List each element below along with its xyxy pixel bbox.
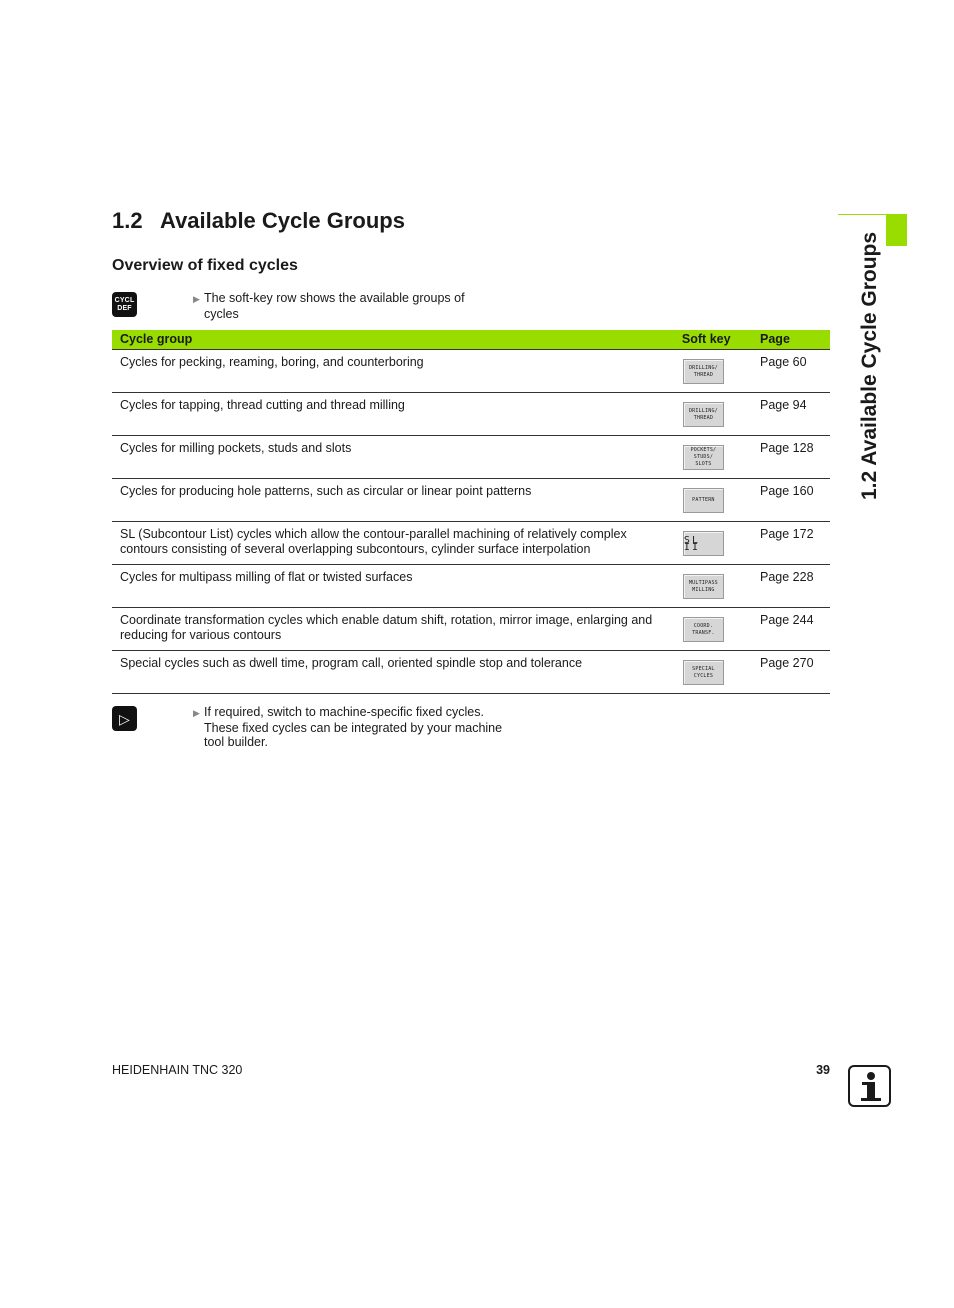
soft-key-label: CYCLES [693,672,714,679]
instruction1-line2: cycles [204,306,239,321]
soft-key-cell [682,436,760,479]
section-number: 1.2 [112,208,143,233]
table-row [112,651,830,694]
soft-key-label: THREAD [693,371,714,378]
cycle-group-description: Cycles for milling pockets, studs and slots [112,436,682,479]
soft-key-button[interactable] [683,402,724,427]
table-row [112,522,830,565]
soft-key-button[interactable] [683,445,724,470]
table-row [112,350,830,393]
cycl-def-key-icon [112,292,137,317]
instruction2-line3: tool builder. [204,735,268,749]
soft-key-cell [682,350,760,393]
section-title [112,208,405,234]
info-icon [848,1065,891,1107]
soft-key-cell [682,522,760,565]
cycl-def-key-line1: CYCL [114,296,135,304]
soft-key-label: POCKETS/ [690,447,717,453]
soft-key-cell [682,479,760,522]
soft-key-label: COORD. [693,622,714,629]
instruction1-line1: The soft-key row shows the available groups of [204,291,465,305]
cycl-def-key-line2: DEF [117,304,132,312]
header-cycle-group: Cycle group [112,330,682,350]
triangle-right-icon: ▶ [193,708,200,718]
table-row [112,436,830,479]
soft-key-cell [682,565,760,608]
side-chapter-title-text: 1.2 Available Cycle Groups [858,231,881,500]
instruction-softkey-row [193,291,465,321]
soft-key-button[interactable] [683,574,724,599]
soft-key-label: SPECIAL [692,665,715,672]
page-reference: Page 244 [760,608,830,651]
page-reference: Page 228 [760,565,830,608]
soft-key-label: SLOTS [695,461,712,467]
table-row [112,565,830,608]
cycle-group-description: Cycles for pecking, reaming, boring, and counterboring [112,350,682,393]
table-row [112,393,830,436]
instruction2-line2: These fixed cycles can be integrated by your machine [204,720,503,735]
soft-key-label: SL II [683,534,700,553]
page-reference: Page 160 [760,479,830,522]
footer-product: HEIDENHAIN TNC 320 [112,1063,243,1077]
page-reference: Page 60 [760,350,830,393]
cycle-group-description: Coordinate transformation cycles which enable datum shift, rotation, mirror image, enlarging and reducing for various contours [112,608,682,651]
soft-key-label: PATTERN [692,497,715,503]
instruction-machine-cycles [193,705,502,750]
cycle-group-description: Special cycles such as dwell time, program call, oriented spindle stop and tolerance [112,651,682,694]
soft-key-label: STUDS/ [693,454,714,460]
page-reference: Page 128 [760,436,830,479]
section-title-text: Available Cycle Groups [160,208,405,233]
soft-key-button[interactable] [683,359,724,384]
footer-page-number: 39 [816,1063,830,1077]
side-tab-marker [886,214,907,246]
table-row [112,479,830,522]
soft-key-label: TRANSF. [692,629,715,636]
soft-key-button[interactable] [683,531,724,556]
soft-key-button[interactable] [683,617,724,642]
instruction2-line1: If required, switch to machine-specific fixed cycles. [204,705,484,719]
next-arrow-key-icon [112,706,137,731]
header-soft-key: Soft key [682,330,760,350]
soft-key-label: DRILLING/ [688,407,718,414]
soft-key-cell [682,651,760,694]
soft-key-cell [682,393,760,436]
soft-key-button[interactable] [683,660,724,685]
soft-key-label: MILLING [692,586,715,593]
header-page: Page [760,330,830,350]
page-reference: Page 172 [760,522,830,565]
soft-key-label: THREAD [693,414,714,421]
page-reference: Page 270 [760,651,830,694]
side-tab-line [838,214,886,215]
soft-key-cell [682,608,760,651]
cycle-group-description: Cycles for tapping, thread cutting and thread milling [112,393,682,436]
soft-key-label: MULTIPASS [688,579,718,586]
soft-key-button[interactable] [683,488,724,513]
next-key-glyph: ▷ [119,710,130,727]
cycle-groups-table [112,330,830,694]
cycle-group-description: SL (Subcontour List) cycles which allow the contour-parallel machining of relatively complex contours consisting of several overlapping subcontours, cylinder surface interpolation [112,522,682,565]
subsection-title: Overview of fixed cycles [112,257,298,274]
cycle-group-description: Cycles for multipass milling of flat or twisted surfaces [112,565,682,608]
table-header-row [112,330,830,350]
table-row [112,608,830,651]
page-reference: Page 94 [760,393,830,436]
soft-key-label: DRILLING/ [688,364,718,371]
cycle-group-description: Cycles for producing hole patterns, such as circular or linear point patterns [112,479,682,522]
triangle-right-icon: ▶ [193,294,200,304]
